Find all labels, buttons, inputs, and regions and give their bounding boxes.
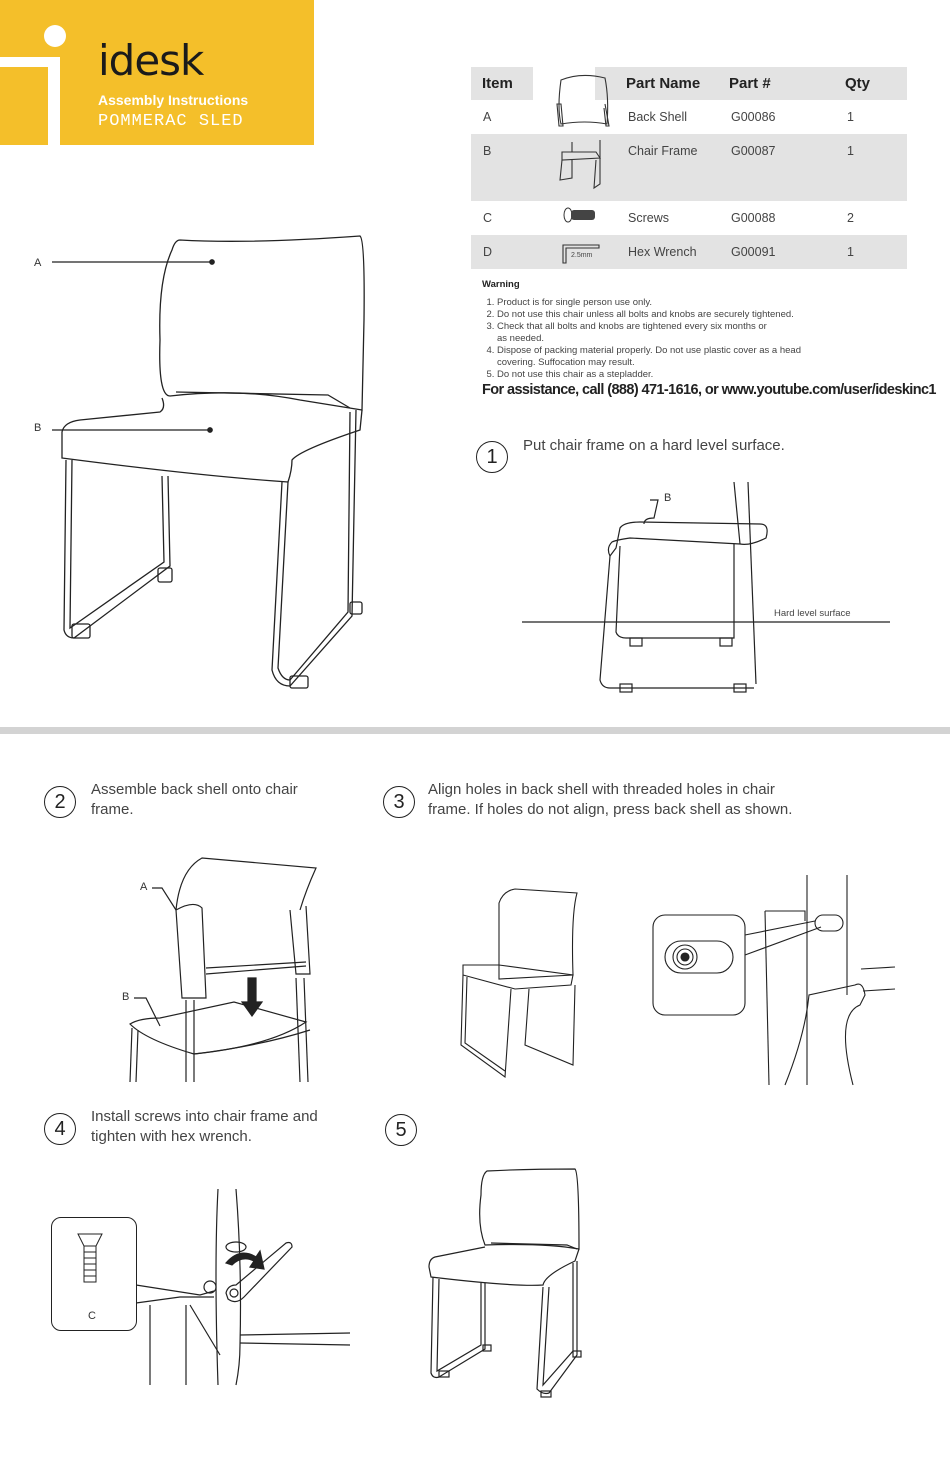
cell-qty: 1 [847,110,854,124]
cell-qty: 1 [847,144,854,158]
step-text-2: Assemble back shell onto chair frame. [91,781,298,818]
back-shell-icon [533,64,628,130]
screw-icon [533,201,628,225]
cell-part-number: G00088 [731,211,776,225]
warning-title: Warning [482,279,520,290]
callout-label-a: A [34,257,42,269]
screw-detail-callout [51,1217,137,1331]
callout-label-b: B [122,991,130,1003]
warning-item: 5. Do not use this chair as a stepladder. [497,369,902,381]
brand-header [0,0,314,145]
warning-item: 2. Do not use this chair unless all bolts and knobs are securely tightened. [497,309,902,321]
table-row [471,134,907,201]
step-text-1: Put chair frame on a hard level surface. [523,437,785,454]
chair-drawing-icon [0,220,380,700]
callout-label-b: B [664,492,672,504]
table-row [471,201,907,235]
parts-table [471,67,907,269]
chair-frame-drawing-icon [520,480,900,695]
table-row [471,235,907,269]
chair-frame-icon [533,134,628,196]
warning-item: 4. Dispose of packing material properly. Do not use plastic cover as a head covering. Suffocation may result. [497,345,902,369]
step-text-4: Install screws into chair frame and tighten with hex wrench. [91,1108,318,1145]
cell-part-name: Screws [628,211,669,225]
warning-section [482,279,902,381]
callout-label-b: B [34,422,42,434]
step-number-2: 2 [44,786,76,818]
cell-qty: 2 [847,211,854,225]
cell-item: A [483,110,492,124]
step-5-illustration [425,1165,625,1395]
section-divider [0,727,950,734]
cell-item: B [483,144,492,158]
model-name: POMMERAC SLED [98,112,244,131]
logo-bar-decoration [48,57,60,145]
assistance-contact: For assistance, call (888) 471-1616, or www.youtube.com/user/ideskinc1 [482,382,936,398]
overview-chair-illustration [0,220,380,700]
assembled-chair-drawing-icon [425,1165,625,1395]
cell-part-number: G00091 [731,245,776,259]
step-2-illustration [110,850,340,1085]
column-header-qty: Qty [845,75,871,92]
align-holes-drawing-icon [455,885,895,1085]
surface-label: Hard level surface [774,608,851,619]
screw-icon [52,1218,136,1298]
step-1-illustration [520,480,900,695]
step-3-illustration [455,885,895,1085]
cell-part-name: Hex Wrench [628,245,697,259]
document-subtitle: Assembly Instructions [98,92,249,108]
brand-logo: idesk [98,36,204,85]
cell-item: C [483,211,493,225]
column-header-part-name: Part Name [626,75,701,92]
callout-label-a: A [140,881,148,893]
warning-item: 1. Product is for single person use only. [497,297,902,309]
cell-qty: 1 [847,245,854,259]
table-row [471,100,907,134]
step-number-1: 1 [476,441,508,473]
cell-part-number: G00087 [731,144,776,158]
column-header-item: Item [471,67,533,100]
wrench-size-label: 2.5mm [571,252,593,259]
column-header-part-number: Part # [729,75,771,92]
hex-wrench-icon [533,235,628,265]
logo-dot-icon [44,25,66,47]
cell-part-name: Chair Frame [628,144,698,158]
step-number-5: 5 [385,1114,417,1146]
warning-list [482,297,902,381]
step-number-4: 4 [44,1113,76,1145]
step-4-illustration [50,1185,350,1385]
step-text-3: Align holes in back shell with threaded holes in chair frame. If holes do not align, press back shell as shown. [428,781,793,818]
warning-item: 3. Check that all bolts and knobs are tightened every six months or as needed. [497,321,902,345]
step-number-3: 3 [383,786,415,818]
cell-part-number: G00086 [731,110,776,124]
callout-label-c: C [88,1310,96,1322]
cell-part-name: Back Shell [628,110,688,124]
cell-item: D [483,245,493,259]
